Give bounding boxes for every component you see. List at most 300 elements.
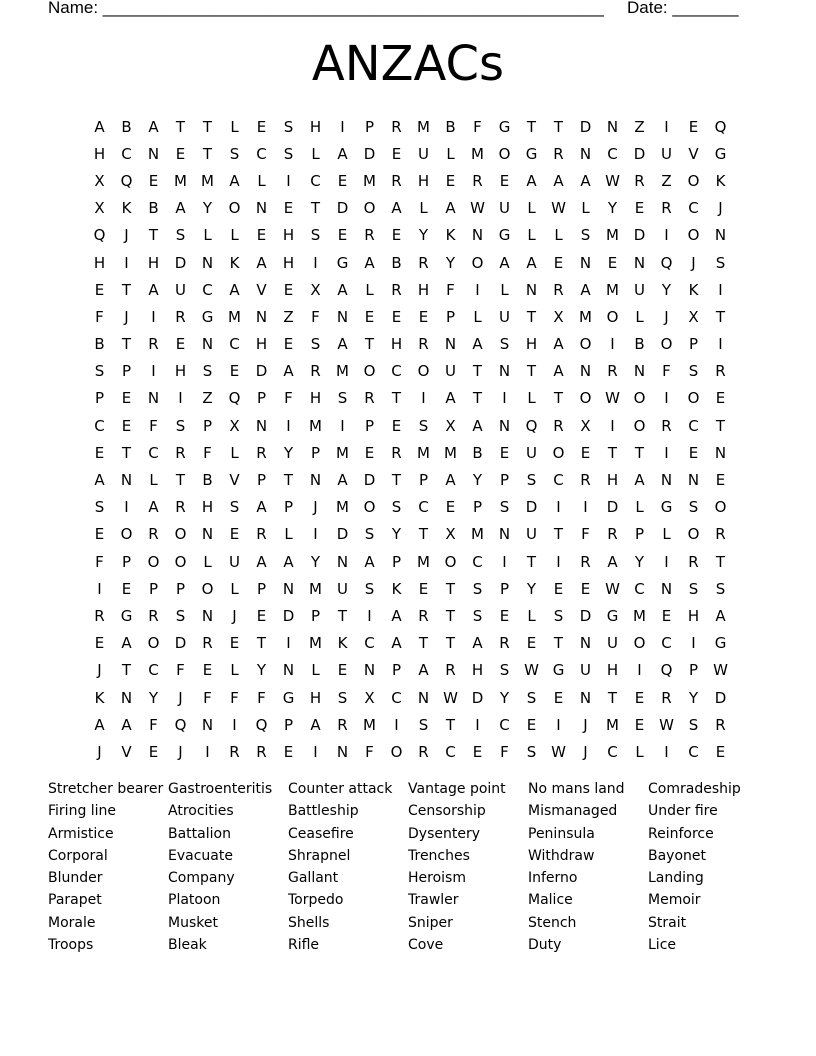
grid-letter: C bbox=[202, 280, 213, 299]
grid-letter: C bbox=[445, 742, 456, 761]
grid-letter: J bbox=[691, 253, 696, 272]
grid-letter: E bbox=[364, 307, 375, 326]
grid-letter: C bbox=[391, 688, 402, 707]
grid-letter: C bbox=[310, 171, 321, 190]
grid-letter: E bbox=[418, 307, 429, 326]
grid-letter: T bbox=[310, 199, 321, 218]
grid-letter: E bbox=[364, 443, 375, 462]
grid-letter: O bbox=[687, 226, 700, 245]
grid-letter: I bbox=[232, 715, 237, 734]
grid-letter: N bbox=[714, 226, 727, 245]
grid-letter: F bbox=[176, 661, 185, 680]
grid-letter: M bbox=[471, 144, 484, 163]
grid-letter: O bbox=[363, 498, 376, 517]
word-list-item: Trawler bbox=[408, 892, 459, 909]
grid-letter: Y bbox=[526, 579, 537, 598]
grid-letter: H bbox=[147, 253, 160, 272]
grid-letter: T bbox=[364, 335, 375, 354]
grid-letter: E bbox=[229, 525, 240, 544]
grid-letter: M bbox=[309, 579, 322, 598]
grid-letter: C bbox=[607, 144, 618, 163]
grid-letter: A bbox=[148, 498, 159, 517]
grid-letter: H bbox=[606, 661, 619, 680]
grid-letter: J bbox=[718, 199, 723, 218]
word-list-item: Armistice bbox=[48, 825, 114, 842]
grid-letter: O bbox=[417, 362, 430, 381]
grid-letter: S bbox=[310, 226, 321, 245]
grid-letter: U bbox=[607, 634, 618, 653]
grid-letter: C bbox=[418, 498, 429, 517]
grid-letter: N bbox=[417, 688, 430, 707]
grid-letter: F bbox=[149, 715, 158, 734]
grid-letter: U bbox=[661, 144, 672, 163]
grid-letter: A bbox=[391, 199, 402, 218]
grid-letter: P bbox=[256, 471, 267, 490]
grid-letter: A bbox=[391, 634, 402, 653]
word-list-item: Shells bbox=[288, 914, 330, 931]
grid-letter: G bbox=[714, 634, 727, 653]
grid-letter: I bbox=[691, 634, 696, 653]
grid-letter: P bbox=[364, 117, 375, 136]
grid-letter: N bbox=[579, 144, 592, 163]
grid-letter: E bbox=[526, 715, 537, 734]
date-line: Date: _______ bbox=[627, 0, 739, 17]
grid-letter: E bbox=[445, 171, 456, 190]
grid-row bbox=[86, 140, 734, 167]
letter-grid bbox=[86, 113, 734, 766]
grid-letter: W bbox=[605, 171, 620, 190]
grid-letter: P bbox=[391, 552, 402, 571]
grid-letter: D bbox=[363, 471, 376, 490]
grid-letter: W bbox=[551, 742, 566, 761]
grid-letter: B bbox=[202, 471, 213, 490]
grid-letter: M bbox=[417, 443, 430, 462]
grid-letter: P bbox=[688, 335, 699, 354]
grid-letter: I bbox=[124, 498, 129, 517]
grid-letter: J bbox=[664, 307, 669, 326]
grid-letter: A bbox=[553, 362, 564, 381]
grid-letter: D bbox=[174, 253, 187, 272]
grid-letter: O bbox=[390, 742, 403, 761]
grid-letter: M bbox=[336, 362, 349, 381]
grid-letter: S bbox=[526, 688, 537, 707]
grid-letter: H bbox=[417, 280, 430, 299]
grid-letter: C bbox=[553, 471, 564, 490]
grid-letter: E bbox=[391, 144, 402, 163]
grid-letter: N bbox=[498, 525, 511, 544]
grid-letter: I bbox=[178, 389, 183, 408]
grid-letter: I bbox=[475, 280, 480, 299]
grid-letter: T bbox=[283, 471, 294, 490]
grid-letter: J bbox=[178, 742, 183, 761]
grid-letter: O bbox=[498, 144, 511, 163]
grid-letter: A bbox=[364, 552, 375, 571]
grid-letter: T bbox=[715, 307, 726, 326]
grid-letter: W bbox=[524, 661, 539, 680]
grid-letter: N bbox=[444, 335, 457, 354]
grid-letter: S bbox=[283, 144, 294, 163]
grid-letter: R bbox=[256, 742, 267, 761]
grid-letter: B bbox=[391, 253, 402, 272]
grid-letter: Y bbox=[607, 199, 618, 218]
grid-letter: I bbox=[610, 416, 615, 435]
grid-letter: Y bbox=[661, 280, 672, 299]
grid-letter: T bbox=[526, 117, 537, 136]
grid-letter: O bbox=[606, 307, 619, 326]
grid-letter: R bbox=[580, 552, 591, 571]
grid-letter: C bbox=[229, 335, 240, 354]
grid-letter: H bbox=[282, 226, 295, 245]
grid-letter: A bbox=[472, 634, 483, 653]
grid-letter: U bbox=[445, 362, 456, 381]
grid-letter: L bbox=[581, 199, 590, 218]
grid-letter: U bbox=[175, 280, 186, 299]
grid-letter: S bbox=[418, 715, 429, 734]
grid-letter: A bbox=[337, 280, 348, 299]
word-list-item: Shrapnel bbox=[288, 847, 351, 864]
grid-letter: U bbox=[526, 525, 537, 544]
word-list-item: Corporal bbox=[48, 847, 108, 864]
grid-letter: R bbox=[202, 634, 213, 653]
grid-letter: S bbox=[472, 606, 483, 625]
grid-letter: N bbox=[201, 715, 214, 734]
grid-letter: S bbox=[688, 715, 699, 734]
grid-letter: D bbox=[255, 362, 268, 381]
grid-letter: Y bbox=[256, 661, 267, 680]
grid-letter: X bbox=[229, 416, 240, 435]
grid-letter: D bbox=[606, 498, 619, 517]
grid-letter: X bbox=[580, 416, 591, 435]
grid-letter: N bbox=[282, 579, 295, 598]
grid-letter: M bbox=[228, 307, 241, 326]
grid-letter: N bbox=[633, 362, 646, 381]
grid-letter: H bbox=[174, 362, 187, 381]
word-list bbox=[48, 778, 768, 956]
grid-letter: E bbox=[472, 742, 483, 761]
grid-letter: O bbox=[714, 498, 727, 517]
grid-letter: L bbox=[419, 199, 428, 218]
grid-letter: O bbox=[687, 389, 700, 408]
grid-letter: U bbox=[337, 579, 348, 598]
grid-letter: F bbox=[203, 688, 212, 707]
grid-letter: L bbox=[500, 280, 509, 299]
grid-letter: M bbox=[633, 606, 646, 625]
word-list-item: Company bbox=[168, 870, 235, 887]
grid-letter: K bbox=[688, 280, 699, 299]
grid-letter: O bbox=[174, 525, 187, 544]
grid-letter: C bbox=[607, 742, 618, 761]
grid-letter: R bbox=[634, 171, 645, 190]
grid-letter: S bbox=[580, 226, 591, 245]
grid-letter: I bbox=[313, 742, 318, 761]
grid-letter: I bbox=[556, 715, 561, 734]
grid-letter: V bbox=[256, 280, 267, 299]
grid-letter: R bbox=[391, 117, 402, 136]
grid-letter: N bbox=[255, 307, 268, 326]
grid-letter: E bbox=[94, 280, 105, 299]
grid-row bbox=[86, 439, 734, 466]
grid-letter: W bbox=[605, 579, 620, 598]
grid-letter: Y bbox=[472, 471, 483, 490]
grid-letter: P bbox=[121, 552, 132, 571]
grid-letter: I bbox=[583, 498, 588, 517]
grid-letter: C bbox=[499, 715, 510, 734]
grid-letter: E bbox=[121, 579, 132, 598]
grid-letter: J bbox=[313, 498, 318, 517]
grid-letter: U bbox=[229, 552, 240, 571]
grid-letter: R bbox=[391, 171, 402, 190]
grid-letter: O bbox=[471, 253, 484, 272]
grid-letter: G bbox=[498, 117, 511, 136]
grid-letter: P bbox=[256, 579, 267, 598]
grid-letter: A bbox=[121, 634, 132, 653]
grid-letter: O bbox=[120, 525, 133, 544]
grid-letter: N bbox=[201, 335, 214, 354]
grid-letter: R bbox=[148, 335, 159, 354]
grid-letter: A bbox=[337, 144, 348, 163]
grid-letter: H bbox=[309, 688, 322, 707]
grid-letter: O bbox=[147, 634, 160, 653]
grid-letter: R bbox=[553, 144, 564, 163]
grid-letter: N bbox=[687, 471, 700, 490]
grid-letter: F bbox=[311, 307, 320, 326]
grid-letter: H bbox=[282, 253, 295, 272]
word-list-item: Peninsula bbox=[528, 825, 595, 842]
grid-letter: D bbox=[714, 688, 727, 707]
grid-letter: N bbox=[363, 661, 376, 680]
grid-letter: N bbox=[120, 471, 133, 490]
grid-letter: S bbox=[391, 498, 402, 517]
grid-letter: M bbox=[417, 552, 430, 571]
grid-letter: Q bbox=[255, 715, 268, 734]
grid-letter: H bbox=[471, 661, 484, 680]
grid-letter: A bbox=[283, 362, 294, 381]
grid-letter: I bbox=[664, 226, 669, 245]
grid-letter: L bbox=[149, 471, 158, 490]
grid-letter: T bbox=[553, 117, 564, 136]
word-list-item: Firing line bbox=[48, 803, 117, 820]
grid-letter: E bbox=[256, 117, 267, 136]
word-list-item: Stench bbox=[528, 914, 577, 931]
grid-letter: B bbox=[634, 335, 645, 354]
grid-letter: T bbox=[445, 606, 456, 625]
grid-letter: I bbox=[205, 742, 210, 761]
grid-letter: I bbox=[556, 552, 561, 571]
grid-letter: O bbox=[174, 552, 187, 571]
grid-letter: C bbox=[634, 579, 645, 598]
grid-letter: A bbox=[229, 280, 240, 299]
grid-row bbox=[86, 548, 734, 575]
grid-letter: K bbox=[715, 171, 726, 190]
grid-letter: Y bbox=[148, 688, 159, 707]
grid-letter: O bbox=[633, 389, 646, 408]
grid-letter: S bbox=[364, 579, 375, 598]
grid-letter: M bbox=[606, 280, 619, 299]
word-list-item: Censorship bbox=[408, 803, 486, 820]
grid-letter: K bbox=[229, 253, 240, 272]
grid-letter: C bbox=[472, 552, 483, 571]
grid-letter: S bbox=[526, 742, 537, 761]
grid-letter: T bbox=[607, 443, 618, 462]
grid-letter: M bbox=[174, 171, 187, 190]
grid-letter: M bbox=[309, 416, 322, 435]
grid-letter: J bbox=[583, 742, 588, 761]
grid-letter: Q bbox=[120, 171, 133, 190]
grid-letter: M bbox=[201, 171, 214, 190]
grid-letter: Z bbox=[283, 307, 294, 326]
grid-letter: G bbox=[525, 144, 538, 163]
grid-letter: H bbox=[93, 144, 106, 163]
grid-letter: X bbox=[94, 171, 105, 190]
grid-letter: A bbox=[526, 253, 537, 272]
grid-letter: C bbox=[688, 416, 699, 435]
grid-letter: K bbox=[121, 199, 132, 218]
grid-letter: U bbox=[499, 199, 510, 218]
grid-letter: P bbox=[634, 525, 645, 544]
grid-row bbox=[86, 575, 734, 602]
grid-letter: M bbox=[336, 443, 349, 462]
word-list-item: Battleship bbox=[288, 803, 359, 820]
grid-letter: M bbox=[363, 171, 376, 190]
word-list-item: Duty bbox=[528, 937, 562, 954]
grid-letter: A bbox=[229, 171, 240, 190]
grid-letter: S bbox=[175, 416, 186, 435]
grid-row bbox=[86, 738, 734, 765]
word-list-item: Gastroenteritis bbox=[168, 781, 273, 797]
grid-letter: I bbox=[718, 335, 723, 354]
grid-letter: C bbox=[688, 742, 699, 761]
word-list-item: No mans land bbox=[528, 781, 625, 797]
grid-letter: I bbox=[286, 634, 291, 653]
grid-letter: S bbox=[715, 579, 726, 598]
grid-letter: L bbox=[635, 742, 644, 761]
grid-letter: A bbox=[148, 280, 159, 299]
word-list-item: Sniper bbox=[408, 914, 453, 931]
grid-letter: P bbox=[445, 307, 456, 326]
grid-letter: D bbox=[579, 117, 592, 136]
grid-letter: N bbox=[120, 688, 133, 707]
grid-letter: R bbox=[418, 606, 429, 625]
grid-letter: S bbox=[364, 525, 375, 544]
word-list-item: Counter attack bbox=[288, 781, 393, 797]
grid-letter: C bbox=[688, 199, 699, 218]
grid-letter: A bbox=[445, 389, 456, 408]
grid-letter: L bbox=[554, 226, 563, 245]
grid-letter: E bbox=[121, 416, 132, 435]
grid-letter: E bbox=[229, 634, 240, 653]
grid-letter: O bbox=[633, 416, 646, 435]
grid-letter: T bbox=[445, 579, 456, 598]
grid-letter: P bbox=[121, 362, 132, 381]
grid-letter: L bbox=[230, 443, 239, 462]
grid-letter: O bbox=[687, 525, 700, 544]
grid-letter: G bbox=[606, 606, 619, 625]
word-list-item: Bleak bbox=[168, 937, 207, 954]
grid-letter: R bbox=[661, 416, 672, 435]
grid-row bbox=[86, 249, 734, 276]
grid-letter: O bbox=[633, 634, 646, 653]
grid-letter: I bbox=[313, 253, 318, 272]
word-list-item: Strait bbox=[648, 914, 687, 931]
grid-letter: R bbox=[715, 715, 726, 734]
grid-letter: L bbox=[527, 226, 536, 245]
grid-letter: N bbox=[660, 579, 673, 598]
word-list-item: Heroism bbox=[408, 870, 466, 887]
grid-letter: S bbox=[499, 335, 510, 354]
grid-letter: P bbox=[310, 443, 321, 462]
grid-letter: Z bbox=[634, 117, 645, 136]
grid-letter: L bbox=[284, 525, 293, 544]
grid-letter: H bbox=[606, 471, 619, 490]
grid-letter: S bbox=[499, 661, 510, 680]
grid-letter: N bbox=[201, 253, 214, 272]
grid-letter: S bbox=[283, 117, 294, 136]
grid-letter: I bbox=[610, 335, 615, 354]
grid-letter: I bbox=[394, 715, 399, 734]
grid-letter: R bbox=[175, 443, 186, 462]
grid-letter: L bbox=[311, 661, 320, 680]
grid-letter: A bbox=[364, 253, 375, 272]
grid-letter: A bbox=[526, 171, 537, 190]
grid-letter: M bbox=[336, 498, 349, 517]
grid-letter: Q bbox=[525, 416, 538, 435]
grid-letter: C bbox=[391, 362, 402, 381]
grid-letter: S bbox=[499, 498, 510, 517]
grid-letter: F bbox=[95, 552, 104, 571]
grid-letter: O bbox=[228, 199, 241, 218]
grid-letter: O bbox=[363, 362, 376, 381]
word-list-item: Lice bbox=[648, 937, 676, 954]
grid-row bbox=[86, 466, 734, 493]
word-list-item: Reinforce bbox=[648, 825, 714, 842]
grid-letter: F bbox=[284, 389, 293, 408]
grid-letter: L bbox=[311, 144, 320, 163]
grid-letter: L bbox=[203, 552, 212, 571]
grid-row bbox=[86, 276, 734, 303]
grid-letter: H bbox=[201, 498, 214, 517]
grid-letter: G bbox=[282, 688, 295, 707]
grid-letter: R bbox=[499, 634, 510, 653]
grid-letter: J bbox=[97, 742, 102, 761]
grid-letter: N bbox=[201, 606, 214, 625]
grid-letter: T bbox=[445, 715, 456, 734]
grid-letter: X bbox=[445, 416, 456, 435]
grid-letter: R bbox=[553, 280, 564, 299]
word-list-item: Evacuate bbox=[168, 847, 233, 864]
grid-letter: R bbox=[553, 416, 564, 435]
grid-letter: A bbox=[337, 335, 348, 354]
grid-letter: R bbox=[661, 688, 672, 707]
grid-letter: M bbox=[444, 443, 457, 462]
grid-letter: T bbox=[256, 634, 267, 653]
grid-letter: E bbox=[580, 443, 591, 462]
grid-letter: Q bbox=[660, 661, 673, 680]
grid-letter: E bbox=[391, 307, 402, 326]
grid-letter: D bbox=[471, 688, 484, 707]
grid-letter: Q bbox=[93, 226, 106, 245]
grid-letter: T bbox=[121, 335, 132, 354]
grid-letter: E bbox=[661, 606, 672, 625]
grid-letter: A bbox=[121, 715, 132, 734]
grid-letter: V bbox=[229, 471, 240, 490]
grid-row bbox=[86, 113, 734, 140]
grid-letter: D bbox=[336, 525, 349, 544]
grid-letter: K bbox=[94, 688, 105, 707]
grid-letter: J bbox=[232, 606, 237, 625]
grid-letter: T bbox=[148, 226, 159, 245]
grid-letter: D bbox=[336, 199, 349, 218]
grid-letter: I bbox=[97, 579, 102, 598]
